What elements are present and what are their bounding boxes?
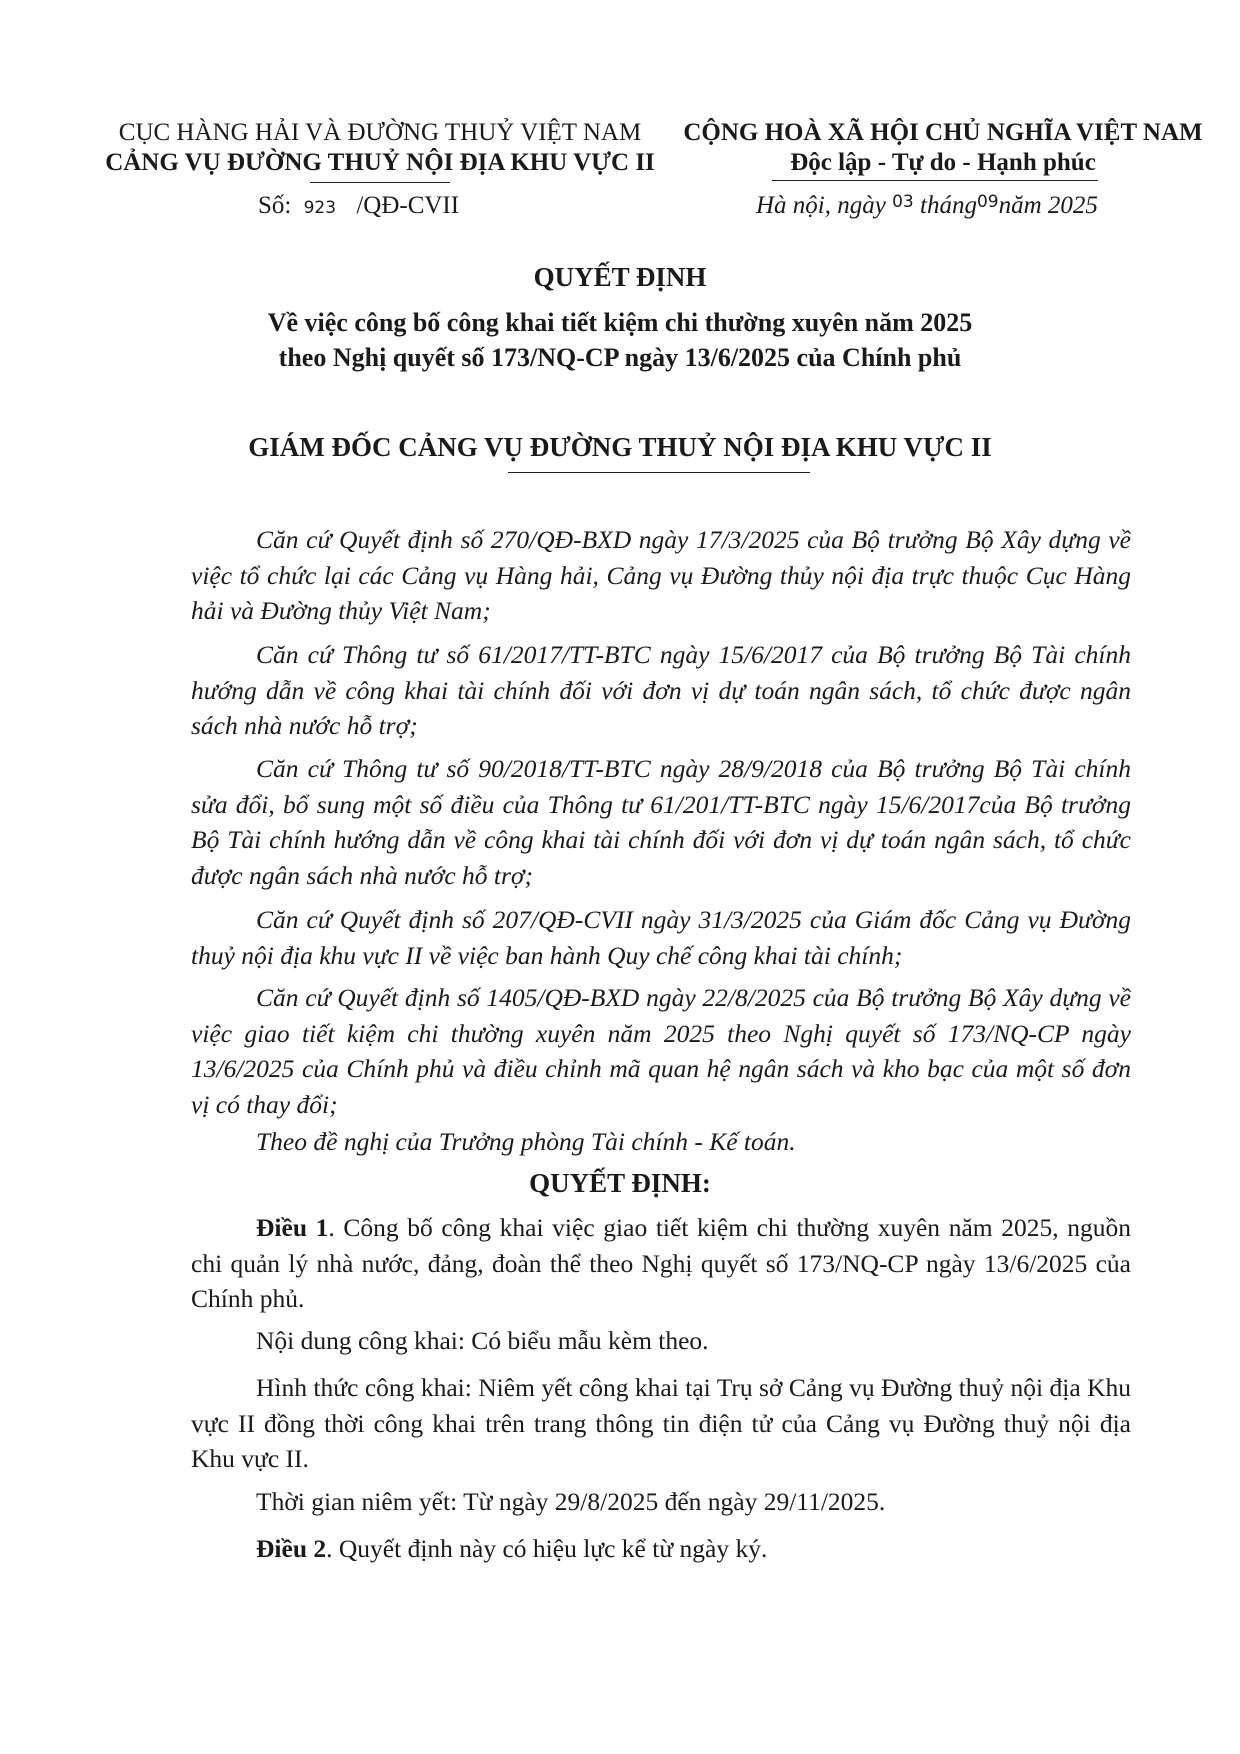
subject-line2: theo Nghị quyết số 173/NQ-CP ngày 13/6/2025 của Chính phủ xyxy=(278,343,962,372)
nation-line1: CỘNG HOÀ XÃ HỘI CHỦ NGHĨA VIỆT NAM xyxy=(683,119,1203,146)
agency-header xyxy=(100,118,660,178)
article-2-label: Điều 2 xyxy=(256,1534,327,1563)
agency-underline xyxy=(310,182,450,183)
basis-paragraph-6: Theo đề nghị của Trưởng phòng Tài chính - Kế toán. xyxy=(256,1127,796,1156)
article-1-content: Nội dung công khai: Có biểu mẫu kèm theo. xyxy=(256,1326,709,1355)
article-1-form: Hình thức công khai: Niêm yết công khai tại Trụ sở Cảng vụ Đường thuỷ nội địa Khu vực II đồng thời công khai trên trang thông tin điện tử của Cảng vụ Đường thuỷ nội địa Khu vực II. xyxy=(191,1373,1131,1473)
date-month: 09 xyxy=(976,192,999,212)
article-1-text: . Công bố công khai việc giao tiết kiệm chi thường xuyên năm 2025, nguồn chi quản lý nhà nước, đảng, đoàn thể theo Nghị quyết số 173/NQ-CP ngày 13/6/2025 của Chính phủ. xyxy=(191,1213,1131,1313)
decision-heading: QUYẾT ĐỊNH: xyxy=(529,1168,711,1198)
agency-line2: CẢNG VỤ ĐƯỜNG THUỶ NỘI ĐỊA KHU VỰC II xyxy=(105,149,655,176)
decision-title: QUYẾT ĐỊNH xyxy=(533,262,707,292)
number-prefix: Số: xyxy=(258,192,292,219)
document-date xyxy=(756,192,1098,220)
basis-paragraph-5: Căn cứ Quyết định số 1405/QĐ-BXD ngày 22/8/2025 của Bộ trưởng Bộ Xây dựng về việc giao tiết kiệm chi thường xuyên năm 2025 theo Nghị quyết số 173/NQ-CP ngày 13/6/2025 của Chính phủ và điều chỉnh mã quan hệ ngân sách và kho bạc của một số đơn vị có thay đổi; xyxy=(191,983,1131,1119)
basis-paragraph-2: Căn cứ Thông tư số 61/2017/TT-BTC ngày 15/6/2017 của Bộ trưởng Bộ Tài chính hướng dẫn về công khai tài chính đối với đơn vị dự toán ngân sách, tổ chức được ngân sách nhà nước hỗ trợ; xyxy=(191,640,1131,740)
nation-line2: Độc lập - Tự do - Hạnh phúc xyxy=(790,149,1096,176)
number-suffix: /QĐ-CVII xyxy=(356,192,460,219)
agency-line1: CỤC HÀNG HẢI VÀ ĐƯỜNG THUỶ VIỆT NAM xyxy=(118,119,642,146)
nation-header xyxy=(668,118,1218,178)
article-2-text: . Quyết định này có hiệu lực kể từ ngày ký. xyxy=(326,1534,768,1563)
article-1 xyxy=(191,1210,1131,1317)
date-year: năm 2025 xyxy=(998,192,1098,219)
subject-line1: Về việc công bố công khai tiết kiệm chi thường xuyên năm 2025 xyxy=(267,308,973,337)
basis-paragraph-1: Căn cứ Quyết định số 270/QĐ-BXD ngày 17/3/2025 của Bộ trưởng Bộ Xây dựng về việc tổ chức lại các Cảng vụ Hàng hải, Cảng vụ Đường thủy nội địa trực thuộc Cục Hàng hải và Đường thủy Việt Nam; xyxy=(191,525,1131,625)
article-2 xyxy=(191,1531,1131,1567)
article-1-period: Thời gian niêm yết: Từ ngày 29/8/2025 đến ngày 29/11/2025. xyxy=(256,1487,886,1516)
basis-paragraph-3: Căn cứ Thông tư số 90/2018/TT-BTC ngày 28/9/2018 của Bộ trưởng Bộ Tài chính sửa đổi, bổ sung một số điều của Thông tư 61/201/TT-BTC ngày 15/6/2017của Bộ trưởng Bộ Tài chính hướng dẫn về công khai tài chính đối với đơn vị dự toán ngân sách, tổ chức được ngân sách nhà nước hỗ trợ; xyxy=(191,754,1131,890)
date-day: 03 xyxy=(892,192,914,212)
number-value: 923 xyxy=(303,198,337,218)
motto-underline xyxy=(772,180,1098,181)
article-1-label: Điều 1 xyxy=(256,1213,329,1242)
authority-title: GIÁM ĐỐC CẢNG VỤ ĐƯỜNG THUỶ NỘI ĐỊA KHU VỰC II xyxy=(248,432,992,462)
date-month-label: tháng xyxy=(920,192,977,219)
date-prefix: Hà nội, ngày xyxy=(756,192,886,219)
authority-underline xyxy=(508,472,810,473)
basis-paragraph-4: Căn cứ Quyết định số 207/QĐ-CVII ngày 31/3/2025 của Giám đốc Cảng vụ Đường thuỷ nội địa khu vực II về việc ban hành Quy chế công khai tài chính; xyxy=(191,905,1131,970)
document-number xyxy=(258,192,459,220)
